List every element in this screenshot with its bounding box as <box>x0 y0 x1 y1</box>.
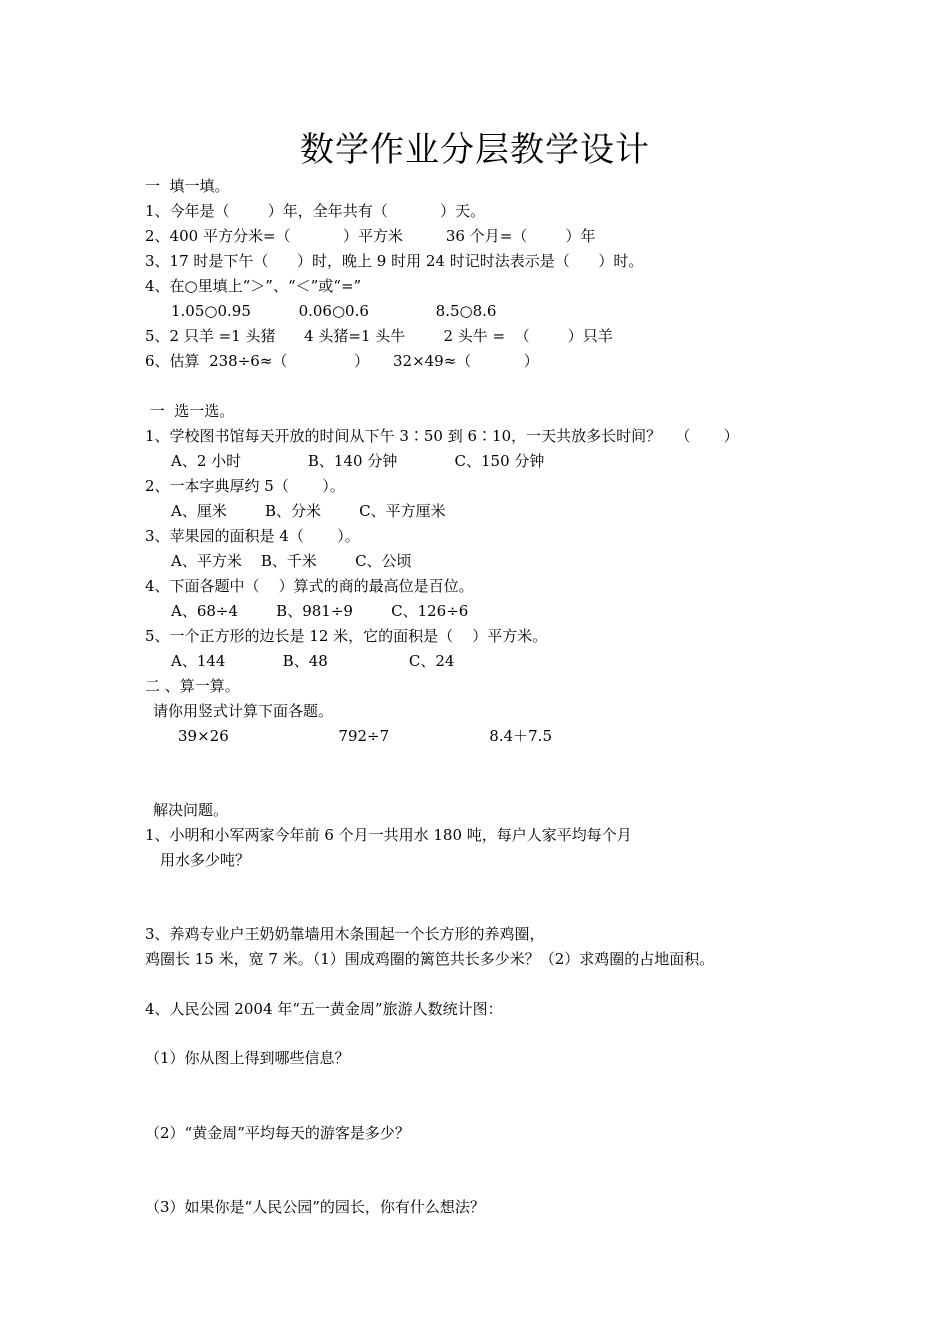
choice-question-1-options: A、2 小时 B、140 分钟 C、150 分钟 <box>171 452 545 470</box>
choice-question-1: 1、学校图书馆每天开放的时间从下午 3∶50 到 6∶10，一天共放多长时间？ （ ） <box>145 427 739 445</box>
section-heading-solve: 解决问题。 <box>153 801 229 819</box>
choice-question-2-options: A、厘米 B、分米 C、平方厘米 <box>171 502 446 520</box>
solve-question-1-line-1: 1、小明和小军两家今年前 6 个月一共用水 180 吨，每户人家平均每个月 <box>145 826 632 844</box>
section-heading-fill: 一 填一填。 <box>145 177 230 195</box>
page-title: 数学作业分层教学设计 <box>300 130 650 170</box>
fill-question-6: 6、估算 238÷6≈（ ） 32×49≈（ ） <box>145 352 539 370</box>
choice-question-5-options: A、144 B、48 C、24 <box>171 652 455 670</box>
choice-question-3: 3、苹果园的面积是 4（ ）。 <box>145 527 360 545</box>
section-heading-choose: 一 选一选。 <box>145 402 235 420</box>
solve-question-3-line-2: 鸡圈长 15 米，宽 7 米。（1）围成鸡圈的篱笆共长多少米？（2）求鸡圈的占地面积。 <box>145 950 715 968</box>
solve-question-1-line-2: 用水多少吨？ <box>160 851 251 869</box>
choice-question-4: 4、下面各题中（ ）算式的商的最高位是百位。 <box>145 577 474 595</box>
calculate-problems: 39×26 792÷7 8.4＋7.5 <box>178 727 552 745</box>
solve-question-4: 4、人民公园 2004 年“五一黄金周”旅游人数统计图： <box>145 1000 503 1018</box>
fill-question-5: 5、2 只羊 =1 头猪 4 头猪=1 头牛 2 头牛 = （ ）只羊 <box>145 327 613 345</box>
fill-question-4-items: 1.05○0.95 0.06○0.6 8.5○8.6 <box>171 302 497 320</box>
choice-question-5: 5、一个正方形的边长是 12 米，它的面积是（ ）平方米。 <box>145 627 548 645</box>
solve-question-4-sub-1: （1）你从图上得到哪些信息？ <box>145 1049 350 1067</box>
fill-question-1: 1、今年是（ ）年，全年共有（ ）天。 <box>145 202 486 220</box>
solve-question-4-sub-3: （3）如果你是“人民公园”的园长，你有什么想法？ <box>145 1198 485 1216</box>
fill-question-4: 4、在○里填上“＞”、“＜”或“=” <box>145 277 362 295</box>
calculate-instruction: 请你用竖式计算下面各题。 <box>153 702 334 720</box>
choice-question-2: 2、一本字典厚约 5（ ）。 <box>145 477 345 495</box>
section-heading-calculate: 二 、算一算。 <box>145 677 240 695</box>
choice-question-3-options: A、平方米 B、千米 C、公顷 <box>171 552 412 570</box>
solve-question-3-line-1: 3、养鸡专业户王奶奶靠墙用木条围起一个长方形的养鸡圈， <box>145 925 545 943</box>
fill-question-2: 2、400 平方分米=（ ）平方米 36 个月=（ ）年 <box>145 227 596 245</box>
fill-question-3: 3、17 时是下午（ ）时，晚上 9 时用 24 时记时法表示是（ ）时。 <box>145 252 644 270</box>
solve-question-4-sub-2: （2）“黄金周”平均每天的游客是多少？ <box>145 1124 410 1142</box>
choice-question-4-options: A、68÷4 B、981÷9 C、126÷6 <box>171 602 469 620</box>
